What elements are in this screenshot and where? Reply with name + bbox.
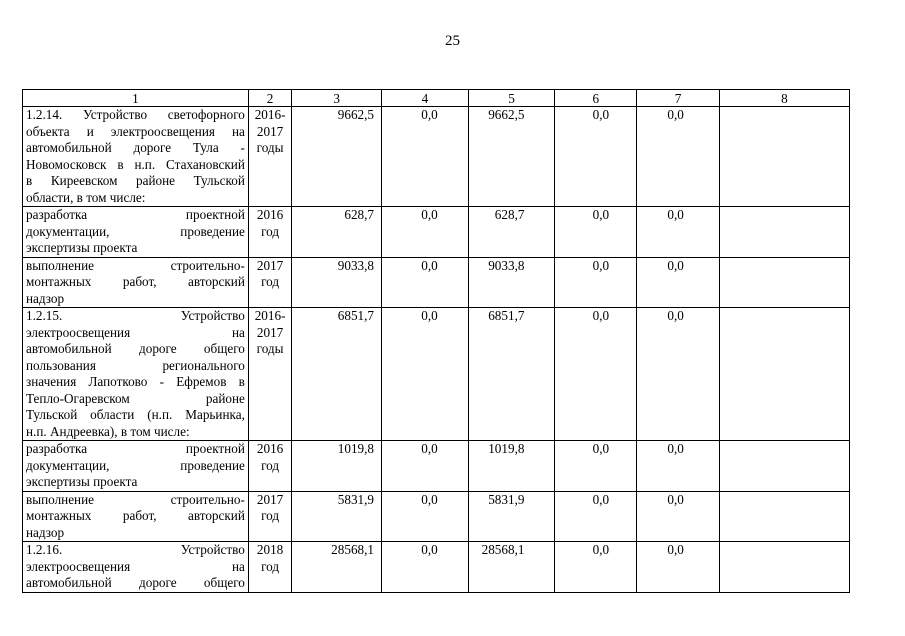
period [248, 308, 291, 441]
value-col-4: 0,0 [382, 207, 469, 258]
table-row [23, 257, 850, 308]
period [248, 441, 291, 492]
item-description [23, 257, 249, 308]
description-line: надзор [26, 524, 65, 540]
value-col-7: 0,0 [637, 207, 720, 258]
description-line: документации, проведение [26, 223, 245, 239]
table-row [23, 207, 850, 258]
value-col-8 [719, 257, 849, 308]
value-col-6: 0,0 [555, 308, 637, 441]
description-line: автомобильной дороге общего [26, 575, 245, 590]
description-line: 1.2.16. Устройство [26, 542, 245, 557]
column-header-5: 5 [468, 90, 555, 107]
description-line: области, в том числе: [26, 189, 146, 205]
value-col-6: 0,0 [555, 107, 637, 207]
value-col-3: 628,7 [292, 207, 382, 258]
description-line: Тульской области (н.п. Марьинка, [26, 407, 245, 422]
value-col-8 [719, 107, 849, 207]
value-col-4: 0,0 [382, 491, 469, 542]
period-line: год [261, 558, 280, 574]
description-line: Новомосковск в н.п. Стахановский [26, 156, 245, 172]
value-col-7: 0,0 [637, 542, 720, 593]
description-line: монтажных работ, авторский [26, 274, 245, 289]
description-line: значения Лапотково - Ефремов в [26, 374, 245, 389]
value-col-8 [719, 441, 849, 492]
period-line: 2016 [256, 207, 284, 222]
description-line: 1.2.15. Устройство [26, 308, 245, 323]
period-line: год [261, 457, 280, 473]
period [248, 207, 291, 258]
description-line: экспертизы проекта [26, 474, 138, 489]
value-col-4: 0,0 [382, 308, 469, 441]
value-col-8 [719, 542, 849, 593]
value-col-5: 1019,8 [468, 441, 555, 492]
description-line: монтажных работ, авторский [26, 508, 245, 523]
description-line: н.п. Андреевка), в том числе: [26, 423, 190, 439]
value-col-8 [719, 491, 849, 542]
column-header-3: 3 [292, 90, 382, 107]
period [248, 542, 291, 593]
value-col-3: 9662,5 [292, 107, 382, 207]
description-line: автомобильной дороге общего [26, 341, 245, 356]
table-row [23, 491, 850, 542]
value-col-5: 9662,5 [468, 107, 555, 207]
table-row [23, 107, 850, 207]
description-line: выполнение строительно- [26, 257, 245, 273]
period-line: год [261, 508, 280, 523]
value-col-3: 9033,8 [292, 257, 382, 308]
column-header-4: 4 [382, 90, 469, 107]
period-line: 2017 [256, 257, 284, 273]
table-header-row [23, 90, 850, 107]
period [248, 491, 291, 542]
period-line: 2017 [256, 491, 284, 507]
value-col-4: 0,0 [382, 107, 469, 207]
description-line: выполнение строительно- [26, 491, 245, 507]
value-col-6: 0,0 [555, 257, 637, 308]
description-line: электроосвещения на [26, 324, 245, 340]
period-line: годы [256, 140, 284, 155]
value-col-7: 0,0 [637, 441, 720, 492]
value-col-8 [719, 308, 849, 441]
period-line: годы [256, 341, 284, 356]
value-col-6: 0,0 [555, 207, 637, 258]
value-col-3: 5831,9 [292, 491, 382, 542]
value-col-3: 1019,8 [292, 441, 382, 492]
column-header-2: 2 [248, 90, 291, 107]
description-line: объекта и электроосвещения на [26, 123, 245, 139]
value-col-4: 0,0 [382, 441, 469, 492]
value-col-7: 0,0 [637, 491, 720, 542]
value-col-5: 6851,7 [468, 308, 555, 441]
description-line: автомобильной дороге Тула - [26, 140, 245, 155]
period-line: 2016- [254, 107, 286, 122]
value-col-3: 6851,7 [292, 308, 382, 441]
period-line: 2017 [256, 324, 284, 340]
description-line: Тепло-Огаревском районе [26, 390, 245, 406]
value-col-7: 0,0 [637, 308, 720, 441]
description-line: разработка проектной [26, 207, 245, 222]
value-col-4: 0,0 [382, 257, 469, 308]
description-line: пользования регионального [26, 357, 245, 373]
item-description [23, 441, 249, 492]
period-line: год [261, 274, 280, 289]
table-row [23, 308, 850, 441]
description-line: надзор [26, 290, 65, 306]
budget-table [22, 89, 850, 593]
period [248, 107, 291, 207]
table-row [23, 542, 850, 593]
value-col-5: 28568,1 [468, 542, 555, 593]
column-header-6: 6 [555, 90, 637, 107]
period [248, 257, 291, 308]
description-line: 1.2.14. Устройство светофорного [26, 107, 245, 122]
value-col-4: 0,0 [382, 542, 469, 593]
description-line: документации, проведение [26, 457, 245, 473]
period-line: 2016- [254, 308, 286, 323]
value-col-7: 0,0 [637, 107, 720, 207]
column-header-8: 8 [719, 90, 849, 107]
item-description [23, 207, 249, 258]
value-col-8 [719, 207, 849, 258]
value-col-6: 0,0 [555, 491, 637, 542]
value-col-5: 5831,9 [468, 491, 555, 542]
period-line: 2017 [256, 123, 284, 139]
period-line: 2016 [256, 441, 284, 456]
item-description [23, 308, 249, 441]
item-description [23, 491, 249, 542]
description-line: электроосвещения на [26, 558, 245, 574]
item-description [23, 107, 249, 207]
column-header-1: 1 [23, 90, 249, 107]
description-line: разработка проектной [26, 441, 245, 456]
value-col-7: 0,0 [637, 257, 720, 308]
table-body [23, 90, 850, 593]
value-col-6: 0,0 [555, 542, 637, 593]
value-col-3: 28568,1 [292, 542, 382, 593]
description-line: в Киреевском районе Тульской [26, 173, 245, 188]
value-col-5: 9033,8 [468, 257, 555, 308]
item-description [23, 542, 249, 593]
page-number: 25 [445, 33, 460, 49]
value-col-5: 628,7 [468, 207, 555, 258]
period-line: год [261, 223, 280, 239]
value-col-6: 0,0 [555, 441, 637, 492]
description-line: экспертизы проекта [26, 240, 138, 255]
column-header-7: 7 [637, 90, 720, 107]
period-line: 2018 [256, 542, 284, 557]
table-row [23, 441, 850, 492]
